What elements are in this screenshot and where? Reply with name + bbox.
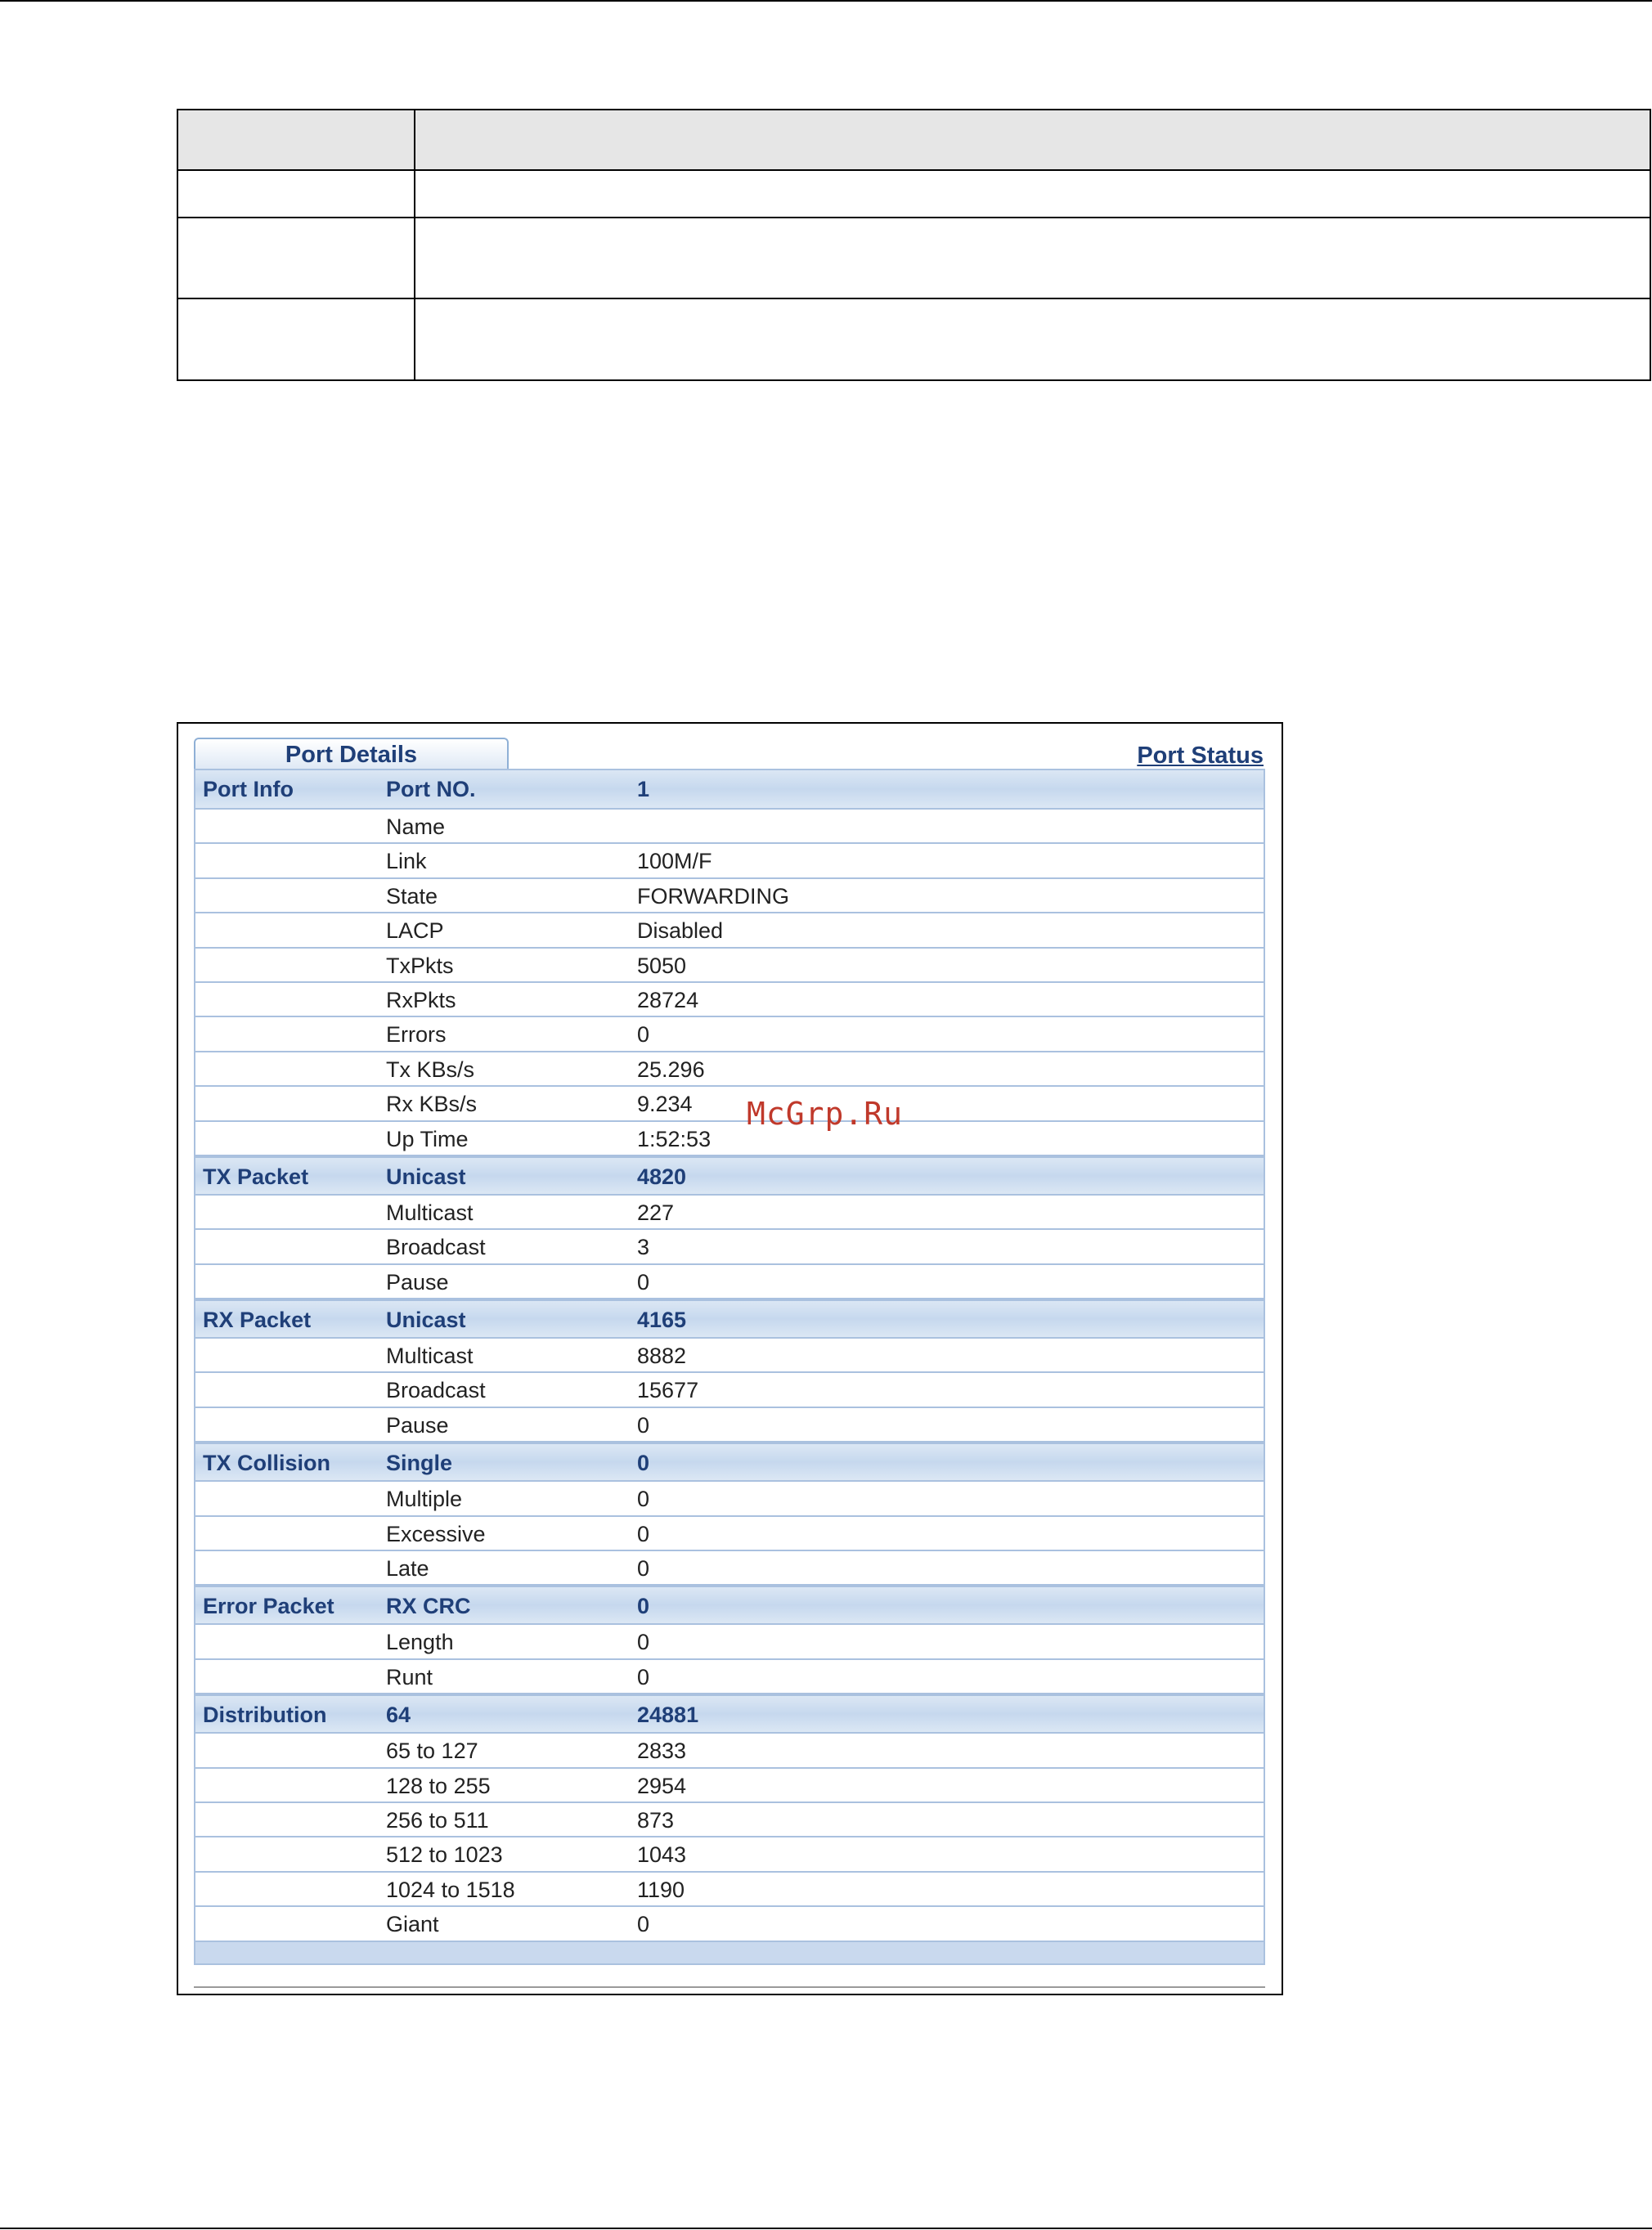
document-table-header-row	[177, 110, 1650, 170]
port-details-screenshot	[177, 722, 1283, 1995]
field-name: RxPkts	[386, 987, 456, 1012]
field-name: 256 to 511	[386, 1807, 489, 1833]
field-name: Port NO.	[386, 777, 476, 801]
table-footer-band	[195, 1942, 1264, 1963]
field-value: 1043	[637, 1842, 687, 1868]
table-row	[195, 879, 1264, 913]
table-row	[195, 1837, 1264, 1872]
field-value: 8882	[637, 1344, 687, 1369]
field-value: 227	[637, 1200, 675, 1225]
field-name: Single	[386, 1451, 453, 1476]
section-header-row	[195, 1299, 1264, 1339]
table-row	[195, 1769, 1264, 1803]
field-name: Up Time	[386, 1126, 469, 1151]
table-row	[195, 844, 1264, 878]
field-name: Pause	[386, 1412, 449, 1438]
field-name: Late	[386, 1556, 429, 1582]
table-row	[195, 983, 1264, 1017]
field-name: Tx KBs/s	[386, 1057, 475, 1082]
field-value: 15677	[637, 1378, 699, 1403]
field-name: LACP	[386, 918, 444, 944]
field-value: 4165	[637, 1308, 687, 1333]
field-value: 0	[637, 1487, 650, 1512]
table-row	[195, 1408, 1264, 1443]
page-bottom-rule	[0, 2228, 1652, 2229]
field-value: 25.296	[637, 1057, 705, 1082]
section-label: TX Collision	[203, 1451, 331, 1476]
table-row	[195, 1339, 1264, 1373]
section-label: Distribution	[203, 1703, 327, 1728]
section-header-row	[195, 770, 1264, 810]
field-name: 1024 to 1518	[386, 1877, 515, 1902]
document-table-row	[177, 298, 1650, 380]
field-value: Disabled	[637, 918, 724, 944]
section-header-row	[195, 1443, 1264, 1482]
table-row	[195, 1087, 1264, 1121]
field-value: 0	[637, 1412, 650, 1438]
field-value: 0	[637, 1630, 650, 1655]
table-row	[195, 1803, 1264, 1837]
field-name: Broadcast	[386, 1235, 486, 1260]
document-table-row	[177, 218, 1650, 298]
table-row	[195, 1017, 1264, 1052]
section-label: Error Packet	[203, 1594, 334, 1619]
table-row	[195, 1196, 1264, 1230]
field-value: 0	[637, 1269, 650, 1294]
field-name: Link	[386, 849, 427, 874]
field-name: State	[386, 883, 438, 909]
field-name: TxPkts	[386, 953, 454, 978]
field-value: 3	[637, 1235, 650, 1260]
field-name: Excessive	[386, 1521, 486, 1546]
field-name: 64	[386, 1703, 411, 1728]
field-name: Rx KBs/s	[386, 1092, 478, 1117]
field-name: Broadcast	[386, 1378, 486, 1403]
field-value: 2833	[637, 1739, 687, 1764]
field-value: 873	[637, 1807, 675, 1833]
table-row	[195, 1873, 1264, 1907]
field-value: 24881	[637, 1703, 699, 1728]
table-row	[195, 1551, 1264, 1586]
table-row	[195, 1265, 1264, 1299]
watermark: McGrp.Ru	[747, 1096, 904, 1132]
field-name: RX CRC	[386, 1594, 471, 1619]
field-value: 0	[637, 1451, 650, 1476]
table-row	[195, 1517, 1264, 1551]
document-table-row	[177, 170, 1650, 218]
table-row	[195, 1625, 1264, 1659]
field-name: 65 to 127	[386, 1739, 478, 1764]
field-value: 9.234	[637, 1092, 693, 1117]
port-details-table	[194, 769, 1265, 1965]
field-value: 0	[637, 1521, 650, 1546]
field-name: Multiple	[386, 1487, 463, 1512]
page-top-rule	[0, 0, 1652, 2]
field-name: Unicast	[386, 1308, 466, 1333]
table-row	[195, 1052, 1264, 1087]
field-name: Runt	[386, 1664, 433, 1689]
table-row	[195, 1230, 1264, 1264]
section-header-row	[195, 1694, 1264, 1734]
field-value: 1	[637, 777, 650, 801]
field-name: Errors	[386, 1022, 447, 1048]
field-name: 128 to 255	[386, 1773, 491, 1798]
section-header-row	[195, 1156, 1264, 1196]
table-row	[195, 1482, 1264, 1516]
field-value: 4820	[637, 1164, 687, 1189]
table-row	[195, 1907, 1264, 1941]
field-name: Unicast	[386, 1164, 466, 1189]
tab-port-details[interactable]: Port Details	[194, 738, 509, 769]
field-value: 5050	[637, 953, 687, 978]
section-label: RX Packet	[203, 1308, 312, 1333]
table-row	[195, 1373, 1264, 1407]
field-name: 512 to 1023	[386, 1842, 503, 1868]
field-name: Name	[386, 814, 446, 839]
table-row	[195, 949, 1264, 983]
field-value: FORWARDING	[637, 883, 789, 909]
table-row	[195, 1122, 1264, 1156]
field-value: 0	[637, 1912, 650, 1937]
port-status-link[interactable]: Port Status	[1137, 743, 1264, 769]
table-row	[195, 913, 1264, 948]
field-name: Pause	[386, 1269, 449, 1294]
section-label: Port Info	[203, 777, 294, 801]
section-header-row	[195, 1586, 1264, 1625]
section-label: TX Packet	[203, 1164, 309, 1189]
field-value: 28724	[637, 987, 699, 1012]
field-name: Giant	[386, 1912, 439, 1937]
table-row	[195, 1660, 1264, 1694]
field-value: 1:52:53	[637, 1126, 712, 1151]
panel-bottom-divider	[194, 1986, 1265, 1991]
field-name: Multicast	[386, 1344, 474, 1369]
field-value: 100M/F	[637, 849, 712, 874]
table-row	[195, 1734, 1264, 1768]
field-value: 0	[637, 1664, 650, 1689]
field-value: 2954	[637, 1773, 687, 1798]
field-value: 1190	[637, 1877, 685, 1902]
table-row	[195, 810, 1264, 844]
field-value: 0	[637, 1594, 650, 1619]
field-value: 0	[637, 1022, 650, 1048]
field-name: Length	[386, 1630, 454, 1655]
field-name: Multicast	[386, 1200, 474, 1225]
document-table	[177, 109, 1651, 381]
field-value: 0	[637, 1556, 650, 1582]
